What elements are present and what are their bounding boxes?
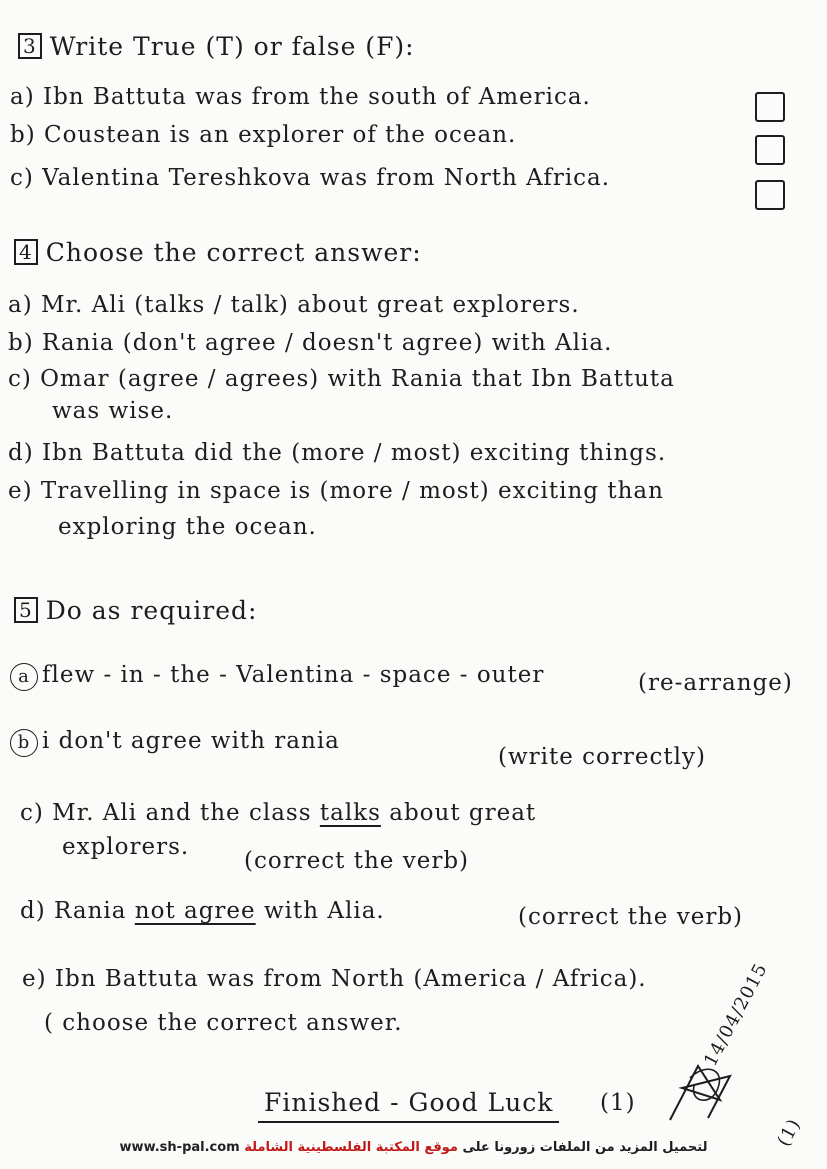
s3-item-b-text: Coustean is an explorer of the ocean.: [44, 122, 517, 148]
footer-lead: لتحميل المزيد من الملفات زورونا على: [462, 1140, 708, 1155]
s3-answer-box-b[interactable]: [755, 135, 785, 165]
margin-mark: (1): [773, 1114, 806, 1151]
s5-item-b: [10, 728, 340, 757]
footer-url[interactable]: www.sh-pal.com: [119, 1140, 240, 1155]
s5-item-b-letter: b: [10, 729, 38, 757]
s4-item-b-letter: b): [8, 330, 34, 356]
s5-item-a-letter: a: [10, 663, 38, 691]
s5-item-e-continued: ( choose the correct answer.: [44, 1010, 403, 1036]
s5-item-b-text: i don't agree with rania: [42, 728, 340, 754]
s4-item-c-continued: was wise.: [52, 398, 174, 424]
footer-banner: [0, 1140, 827, 1155]
s4-item-a: [8, 292, 580, 318]
s3-answer-box-a[interactable]: [755, 92, 785, 122]
s5-item-d: [20, 898, 385, 924]
s4-item-a-text: Mr. Ali (talks / talk) about great explorers.: [41, 292, 580, 318]
s4-item-a-letter: a): [8, 292, 33, 318]
section-4-number: 4: [14, 239, 38, 265]
s4-item-b-text: Rania (don't agree / doesn't agree) with Alia.: [42, 330, 613, 356]
date: 14/04/2015: [700, 959, 772, 1070]
section-4-heading: [14, 238, 422, 267]
s5-item-a: [10, 662, 544, 691]
s5-item-e-text: Ibn Battuta was from North (America / Africa).: [54, 966, 647, 992]
s3-item-c: [10, 165, 610, 191]
s5-item-d-letter: d): [20, 898, 46, 924]
s4-item-e: [8, 478, 664, 504]
s5-item-c-continued: explorers.: [62, 834, 190, 860]
s5-item-b-instruction: (write correctly): [498, 744, 706, 770]
section-3-number: 3: [18, 33, 42, 59]
s5-item-c-instruction: (correct the verb): [244, 848, 470, 874]
section-5-title: Do as required:: [45, 596, 258, 625]
section-5-heading: [14, 596, 257, 625]
s4-item-c-letter: c): [8, 366, 32, 392]
s4-item-d-letter: d): [8, 440, 34, 466]
s5-item-d-instruction: (correct the verb): [518, 904, 744, 930]
s4-item-c: [8, 366, 675, 392]
s5-item-e-letter: e): [22, 966, 47, 992]
s5-item-c-underlined-verb: talks: [319, 800, 381, 826]
s3-item-c-letter: c): [10, 165, 34, 191]
s3-item-c-text: Valentina Tereshkova was from North Africa.: [42, 165, 611, 191]
s5-item-c: [20, 800, 536, 826]
s5-item-d-text-start: Rania: [54, 898, 127, 924]
s5-item-a-text: flew - in - the - Valentina - space - outer: [42, 662, 545, 688]
signature: [660, 1058, 750, 1128]
s3-answer-box-c[interactable]: [755, 180, 785, 210]
s5-item-d-underlined-verb: not agree: [134, 898, 256, 924]
footer-site-name: موقع المكتبة الفلسطينية الشاملة: [244, 1140, 458, 1155]
s5-item-c-text-start: Mr. Ali and the class: [52, 800, 312, 826]
s3-item-a-text: Ibn Battuta was from the south of America.: [43, 84, 591, 110]
page-number: (1): [600, 1090, 636, 1116]
s4-item-d: [8, 440, 666, 466]
s4-item-c-text: Omar (agree / agrees) with Rania that Ibn Battuta: [40, 366, 675, 392]
s3-item-b: [10, 122, 516, 148]
section-5-number: 5: [14, 597, 38, 623]
s4-item-b: [8, 330, 612, 356]
s4-item-d-text: Ibn Battuta did the (more / most) exciting things.: [42, 440, 667, 466]
s5-item-d-text-end: with Alia.: [263, 898, 385, 924]
s3-item-b-letter: b): [10, 122, 36, 148]
s4-item-e-continued: exploring the ocean.: [58, 514, 317, 540]
s3-item-a: [10, 84, 591, 110]
s5-item-c-letter: c): [20, 800, 44, 826]
s4-item-e-letter: e): [8, 478, 33, 504]
s4-item-e-text: Travelling in space is (more / most) exciting than: [40, 478, 664, 504]
s5-item-c-text-end: about great: [389, 800, 537, 826]
section-3-heading: [18, 32, 415, 61]
s5-item-a-instruction: (re-arrange): [638, 670, 793, 696]
closing-text: Finished - Good Luck: [258, 1088, 559, 1123]
s3-item-a-letter: a): [10, 84, 35, 110]
section-3-title: Write True (T) or false (F):: [49, 32, 415, 61]
section-4-title: Choose the correct answer:: [45, 238, 422, 267]
s5-item-e: [22, 966, 647, 992]
